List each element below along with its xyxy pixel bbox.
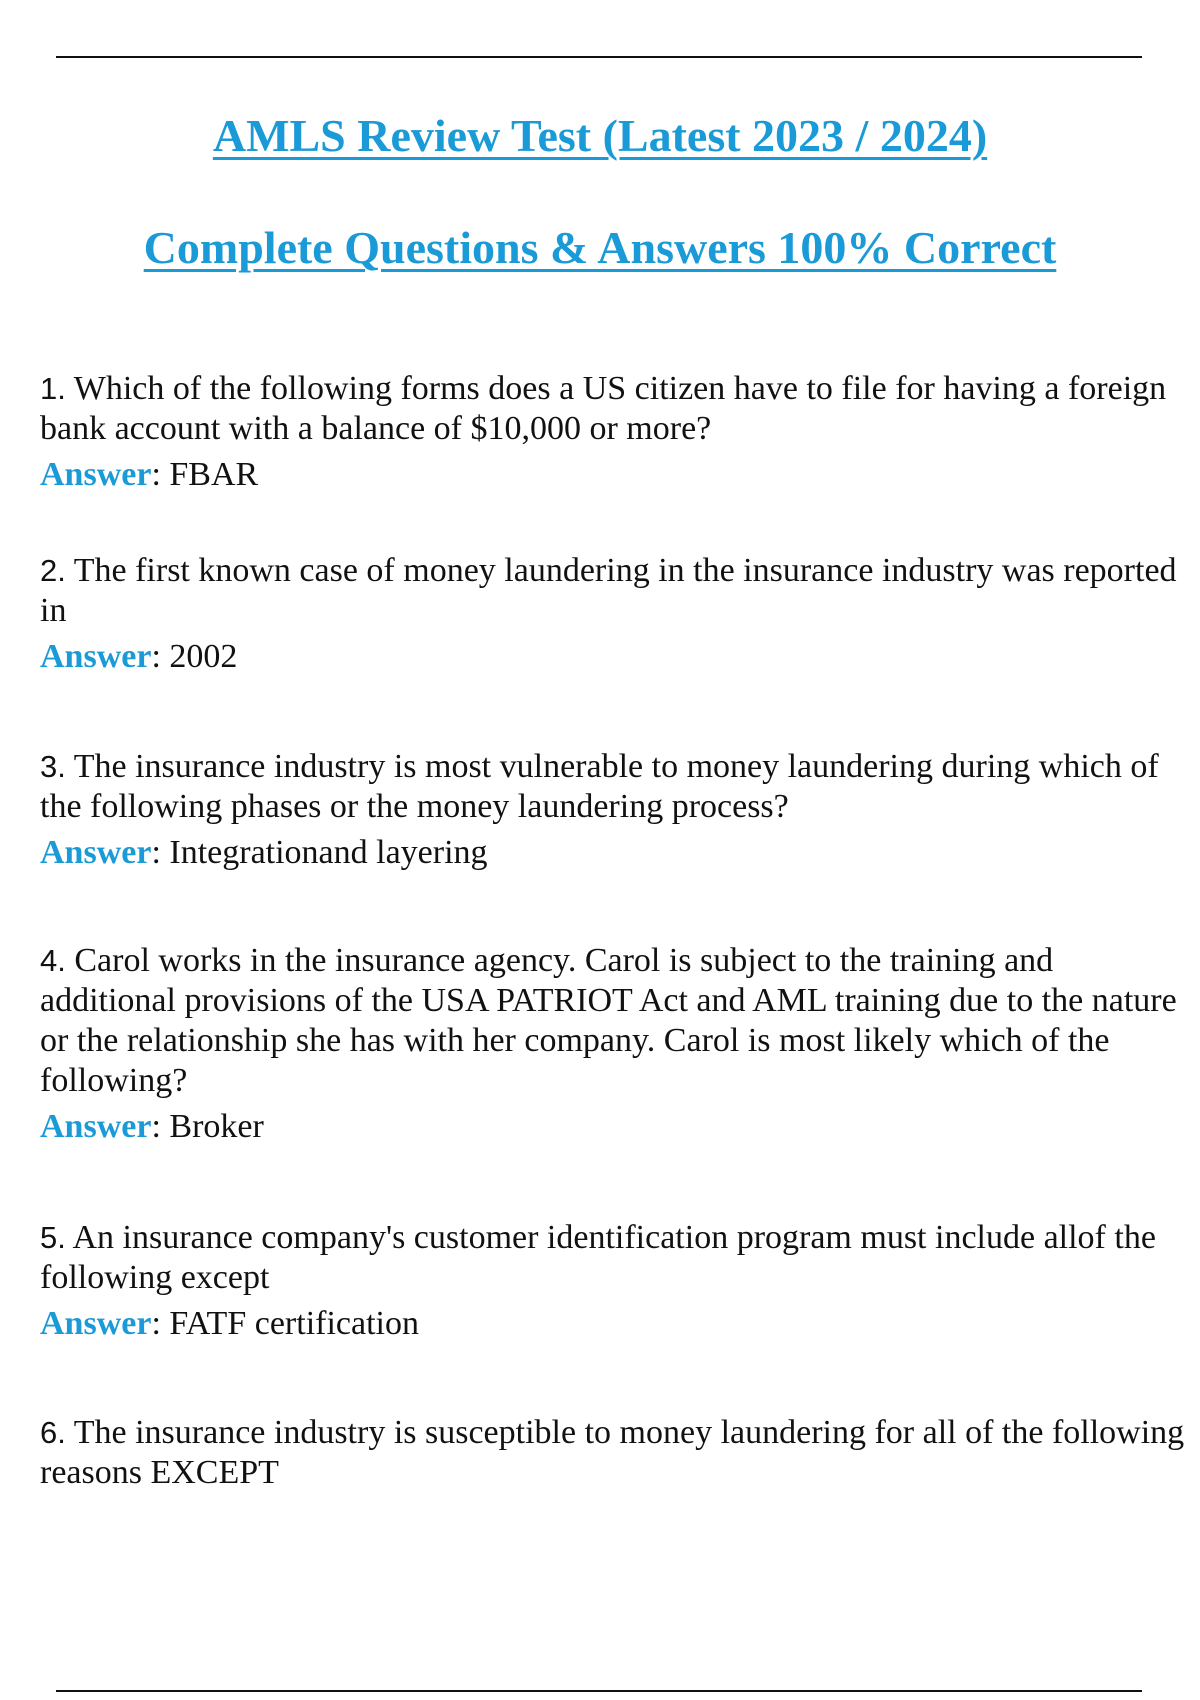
question-body: The insurance industry is most vulnerable to money laundering during which of the following phases or the money laundering process? bbox=[40, 748, 1159, 825]
question-text bbox=[40, 1218, 1190, 1298]
bottom-divider bbox=[56, 1690, 1142, 1692]
question-block bbox=[40, 551, 1190, 677]
document-title bbox=[0, 110, 1200, 161]
answer-label: Answer bbox=[40, 456, 152, 493]
answer-value: FATF certification bbox=[169, 1305, 419, 1342]
question-number: 2. bbox=[40, 553, 66, 588]
question-block bbox=[40, 941, 1190, 1147]
answer-label: Answer bbox=[40, 638, 152, 675]
question-text bbox=[40, 1413, 1190, 1493]
top-divider bbox=[56, 56, 1142, 58]
question-text bbox=[40, 747, 1190, 827]
question-block bbox=[40, 747, 1190, 873]
question-body: An insurance company's customer identification program must include allof the following except bbox=[40, 1219, 1156, 1296]
question-body: The insurance industry is susceptible to money laundering for all of the following reasons EXCEPT bbox=[40, 1414, 1185, 1491]
answer-line: Answer: FBAR bbox=[40, 456, 259, 493]
answer-label: Answer bbox=[40, 1305, 152, 1342]
question-body: Which of the following forms does a US citizen have to file for having a foreign bank account with a balance of $10,000 or more? bbox=[40, 370, 1167, 447]
answer-value: FBAR bbox=[169, 456, 259, 493]
question-number: 5. bbox=[40, 1220, 66, 1255]
answer-line: Answer: Broker bbox=[40, 1108, 264, 1145]
answer-line: Answer: FATF certification bbox=[40, 1305, 419, 1342]
answer-value: Broker bbox=[169, 1108, 264, 1145]
question-body: Carol works in the insurance agency. Carol is subject to the training and additional provisions of the USA PATRIOT Act and AML training due to the nature or the relationship she has with her company. Carol is most likely which of the following? bbox=[40, 942, 1177, 1099]
answer-value: Integrationand layering bbox=[169, 834, 488, 871]
answer-value: 2002 bbox=[169, 638, 238, 675]
question-block bbox=[40, 1413, 1190, 1493]
document-title-text: AMLS Review Test (Latest 2023 / 2024) bbox=[212, 110, 988, 161]
question-number: 3. bbox=[40, 749, 66, 784]
question-number: 4. bbox=[40, 943, 66, 978]
answer-line: Answer: Integrationand layering bbox=[40, 834, 488, 871]
question-text bbox=[40, 551, 1190, 631]
answer-line: Answer: 2002 bbox=[40, 638, 238, 675]
question-block bbox=[40, 1218, 1190, 1344]
question-number: 1. bbox=[40, 371, 66, 406]
question-body: The first known case of money laundering in the insurance industry was reported in bbox=[40, 552, 1177, 629]
question-number: 6. bbox=[40, 1415, 66, 1450]
question-block bbox=[40, 369, 1190, 495]
document-subtitle bbox=[0, 222, 1200, 273]
question-text bbox=[40, 941, 1190, 1101]
answer-label: Answer bbox=[40, 1108, 152, 1145]
question-text bbox=[40, 369, 1190, 449]
document-subtitle-text: Complete Questions & Answers 100% Correct bbox=[143, 222, 1057, 273]
answer-label: Answer bbox=[40, 834, 152, 871]
